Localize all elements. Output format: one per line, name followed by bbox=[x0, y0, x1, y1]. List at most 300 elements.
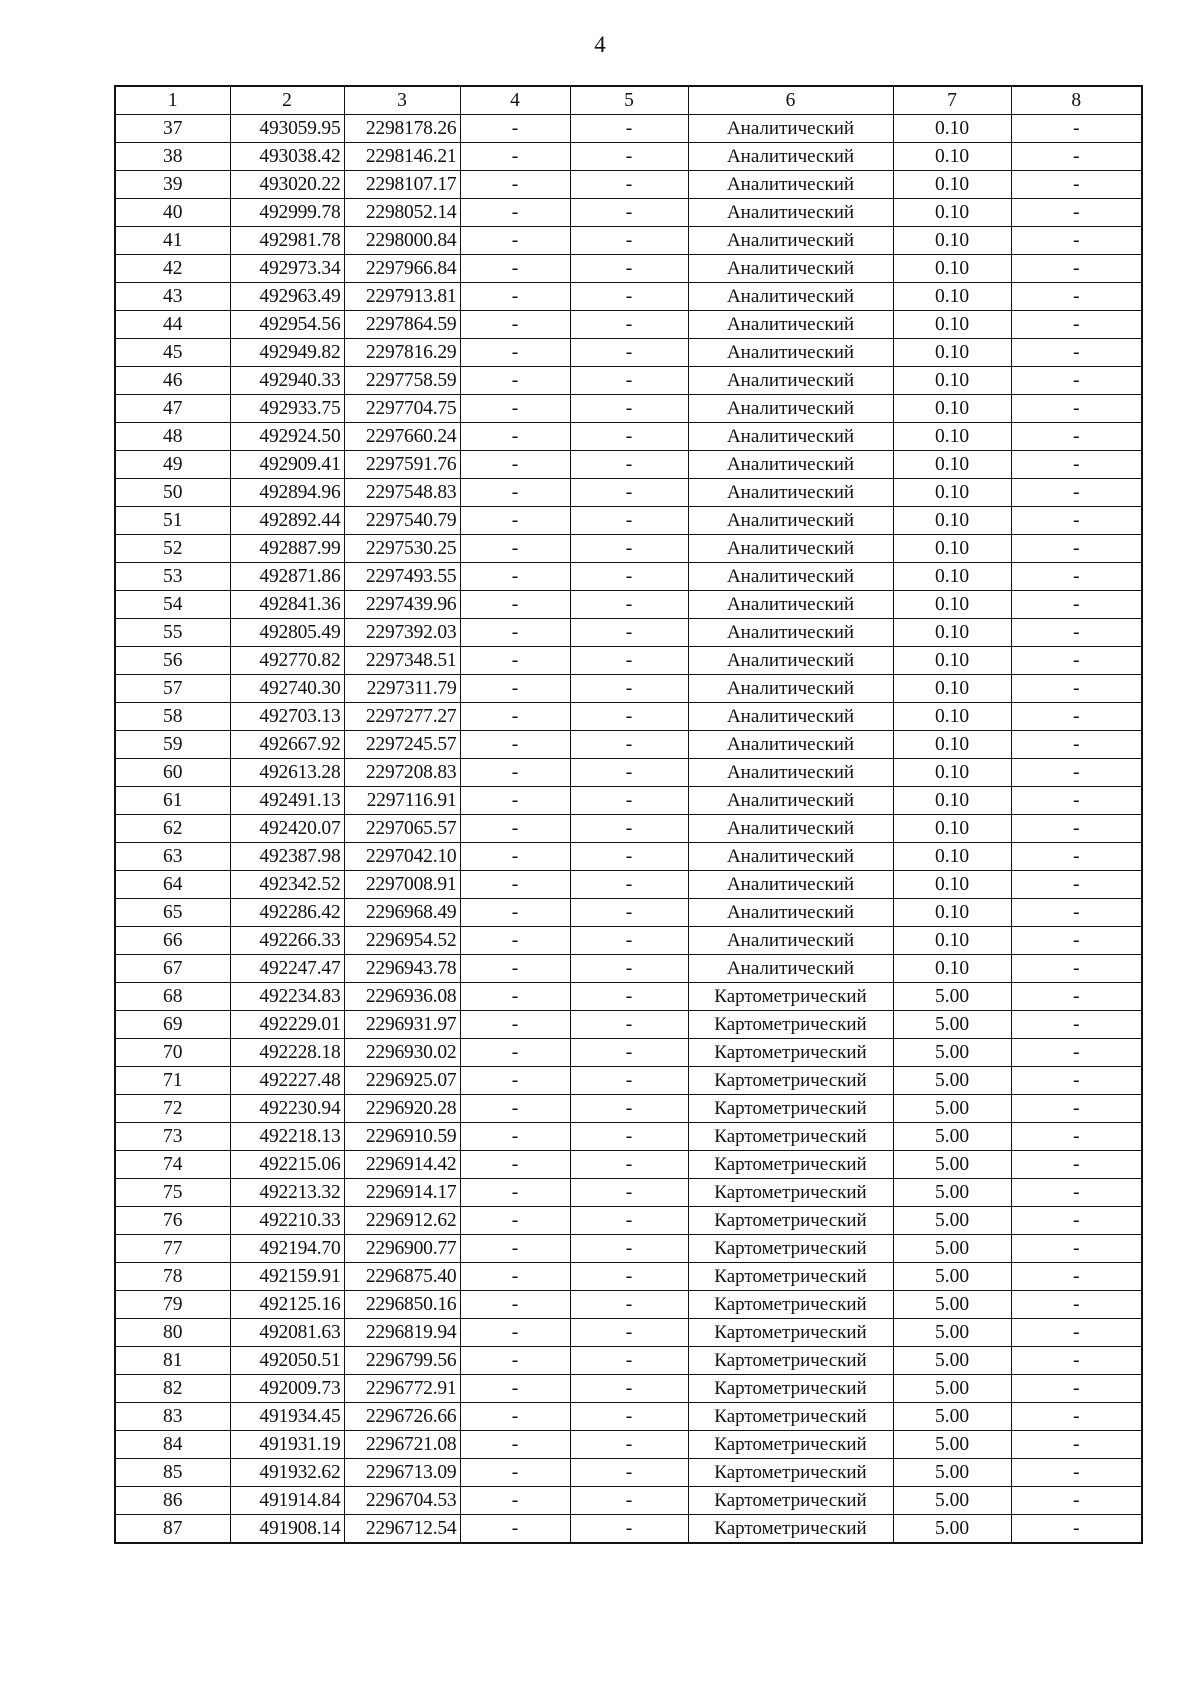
accuracy-cell: 0.10 bbox=[893, 283, 1011, 311]
col5-cell: - bbox=[570, 1487, 688, 1515]
method-cell: Аналитический bbox=[688, 395, 893, 423]
y-coordinate-cell: 2296910.59 bbox=[344, 1123, 460, 1151]
col5-cell: - bbox=[570, 255, 688, 283]
y-coordinate-cell: 2297758.59 bbox=[344, 367, 460, 395]
accuracy-cell: 0.10 bbox=[893, 899, 1011, 927]
x-coordinate-cell: 492949.82 bbox=[230, 339, 344, 367]
col4-cell: - bbox=[460, 731, 570, 759]
method-cell: Аналитический bbox=[688, 311, 893, 339]
point-number-cell: 71 bbox=[115, 1067, 230, 1095]
accuracy-cell: 5.00 bbox=[893, 1235, 1011, 1263]
x-coordinate-cell: 492247.47 bbox=[230, 955, 344, 983]
y-coordinate-cell: 2296704.53 bbox=[344, 1487, 460, 1515]
col4-cell: - bbox=[460, 619, 570, 647]
col5-cell: - bbox=[570, 1291, 688, 1319]
method-cell: Картометрический bbox=[688, 1515, 893, 1544]
table-row bbox=[115, 703, 1142, 731]
x-coordinate-cell: 492894.96 bbox=[230, 479, 344, 507]
accuracy-cell: 5.00 bbox=[893, 983, 1011, 1011]
method-cell: Аналитический bbox=[688, 199, 893, 227]
col5-cell: - bbox=[570, 283, 688, 311]
y-coordinate-cell: 2296726.66 bbox=[344, 1403, 460, 1431]
y-coordinate-cell: 2296920.28 bbox=[344, 1095, 460, 1123]
col4-cell: - bbox=[460, 843, 570, 871]
col4-cell: - bbox=[460, 1403, 570, 1431]
accuracy-cell: 0.10 bbox=[893, 171, 1011, 199]
table-row bbox=[115, 1039, 1142, 1067]
y-coordinate-cell: 2296850.16 bbox=[344, 1291, 460, 1319]
x-coordinate-cell: 491914.84 bbox=[230, 1487, 344, 1515]
col5-cell: - bbox=[570, 955, 688, 983]
col8-cell: - bbox=[1011, 815, 1142, 843]
x-coordinate-cell: 492342.52 bbox=[230, 871, 344, 899]
method-cell: Аналитический bbox=[688, 899, 893, 927]
x-coordinate-cell: 492266.33 bbox=[230, 927, 344, 955]
accuracy-cell: 0.10 bbox=[893, 759, 1011, 787]
col4-cell: - bbox=[460, 1039, 570, 1067]
point-number-cell: 77 bbox=[115, 1235, 230, 1263]
y-coordinate-cell: 2297277.27 bbox=[344, 703, 460, 731]
point-number-cell: 42 bbox=[115, 255, 230, 283]
method-cell: Аналитический bbox=[688, 703, 893, 731]
accuracy-cell: 5.00 bbox=[893, 1347, 1011, 1375]
point-number-cell: 84 bbox=[115, 1431, 230, 1459]
table-row bbox=[115, 1431, 1142, 1459]
table-row bbox=[115, 311, 1142, 339]
method-cell: Аналитический bbox=[688, 955, 893, 983]
method-cell: Картометрический bbox=[688, 1263, 893, 1291]
col4-cell: - bbox=[460, 535, 570, 563]
method-cell: Картометрический bbox=[688, 1123, 893, 1151]
y-coordinate-cell: 2298178.26 bbox=[344, 115, 460, 143]
point-number-cell: 50 bbox=[115, 479, 230, 507]
point-number-cell: 85 bbox=[115, 1459, 230, 1487]
col5-cell: - bbox=[570, 703, 688, 731]
col8-cell: - bbox=[1011, 731, 1142, 759]
col4-cell: - bbox=[460, 255, 570, 283]
col5-cell: - bbox=[570, 983, 688, 1011]
point-number-cell: 76 bbox=[115, 1207, 230, 1235]
x-coordinate-cell: 492973.34 bbox=[230, 255, 344, 283]
x-coordinate-cell: 492933.75 bbox=[230, 395, 344, 423]
x-coordinate-cell: 492887.99 bbox=[230, 535, 344, 563]
y-coordinate-cell: 2297008.91 bbox=[344, 871, 460, 899]
col4-cell: - bbox=[460, 1459, 570, 1487]
col5-cell: - bbox=[570, 1095, 688, 1123]
accuracy-cell: 5.00 bbox=[893, 1011, 1011, 1039]
col4-cell: - bbox=[460, 1515, 570, 1544]
y-coordinate-cell: 2296721.08 bbox=[344, 1431, 460, 1459]
y-coordinate-cell: 2298000.84 bbox=[344, 227, 460, 255]
col4-cell: - bbox=[460, 199, 570, 227]
method-cell: Аналитический bbox=[688, 675, 893, 703]
table-row bbox=[115, 395, 1142, 423]
x-coordinate-cell: 492892.44 bbox=[230, 507, 344, 535]
col5-cell: - bbox=[570, 815, 688, 843]
col8-cell: - bbox=[1011, 1375, 1142, 1403]
method-cell: Аналитический bbox=[688, 255, 893, 283]
y-coordinate-cell: 2296900.77 bbox=[344, 1235, 460, 1263]
table-row bbox=[115, 1403, 1142, 1431]
col8-cell: - bbox=[1011, 563, 1142, 591]
x-coordinate-cell: 492667.92 bbox=[230, 731, 344, 759]
col8-cell: - bbox=[1011, 1403, 1142, 1431]
method-cell: Аналитический bbox=[688, 563, 893, 591]
accuracy-cell: 5.00 bbox=[893, 1487, 1011, 1515]
point-number-cell: 63 bbox=[115, 843, 230, 871]
y-coordinate-cell: 2296914.17 bbox=[344, 1179, 460, 1207]
x-coordinate-cell: 493059.95 bbox=[230, 115, 344, 143]
col8-cell: - bbox=[1011, 591, 1142, 619]
col5-cell: - bbox=[570, 1431, 688, 1459]
x-coordinate-cell: 492230.94 bbox=[230, 1095, 344, 1123]
accuracy-cell: 5.00 bbox=[893, 1039, 1011, 1067]
col4-cell: - bbox=[460, 1487, 570, 1515]
y-coordinate-cell: 2296931.97 bbox=[344, 1011, 460, 1039]
point-number-cell: 52 bbox=[115, 535, 230, 563]
accuracy-cell: 5.00 bbox=[893, 1515, 1011, 1544]
table-row bbox=[115, 955, 1142, 983]
table-row bbox=[115, 423, 1142, 451]
method-cell: Картометрический bbox=[688, 1067, 893, 1095]
col5-cell: - bbox=[570, 479, 688, 507]
method-cell: Аналитический bbox=[688, 451, 893, 479]
method-cell: Картометрический bbox=[688, 1347, 893, 1375]
method-cell: Картометрический bbox=[688, 1039, 893, 1067]
table-row bbox=[115, 1095, 1142, 1123]
point-number-cell: 70 bbox=[115, 1039, 230, 1067]
page-number: 4 bbox=[594, 32, 606, 57]
col8-cell: - bbox=[1011, 1151, 1142, 1179]
col4-cell: - bbox=[460, 143, 570, 171]
col8-cell: - bbox=[1011, 1179, 1142, 1207]
table-row bbox=[115, 1375, 1142, 1403]
col8-cell: - bbox=[1011, 1039, 1142, 1067]
y-coordinate-cell: 2297392.03 bbox=[344, 619, 460, 647]
col4-cell: - bbox=[460, 423, 570, 451]
point-number-cell: 60 bbox=[115, 759, 230, 787]
column-header: 7 bbox=[893, 86, 1011, 115]
col4-cell: - bbox=[460, 1347, 570, 1375]
col8-cell: - bbox=[1011, 1123, 1142, 1151]
y-coordinate-cell: 2296936.08 bbox=[344, 983, 460, 1011]
col8-cell: - bbox=[1011, 395, 1142, 423]
col5-cell: - bbox=[570, 507, 688, 535]
col8-cell: - bbox=[1011, 423, 1142, 451]
accuracy-cell: 5.00 bbox=[893, 1431, 1011, 1459]
accuracy-cell: 5.00 bbox=[893, 1095, 1011, 1123]
method-cell: Аналитический bbox=[688, 787, 893, 815]
accuracy-cell: 5.00 bbox=[893, 1319, 1011, 1347]
y-coordinate-cell: 2296875.40 bbox=[344, 1263, 460, 1291]
point-number-cell: 74 bbox=[115, 1151, 230, 1179]
point-number-cell: 69 bbox=[115, 1011, 230, 1039]
y-coordinate-cell: 2297245.57 bbox=[344, 731, 460, 759]
x-coordinate-cell: 492227.48 bbox=[230, 1067, 344, 1095]
col8-cell: - bbox=[1011, 1347, 1142, 1375]
col4-cell: - bbox=[460, 983, 570, 1011]
col4-cell: - bbox=[460, 759, 570, 787]
col8-cell: - bbox=[1011, 1515, 1142, 1544]
table-row bbox=[115, 1123, 1142, 1151]
col8-cell: - bbox=[1011, 899, 1142, 927]
method-cell: Картометрический bbox=[688, 1291, 893, 1319]
col4-cell: - bbox=[460, 171, 570, 199]
point-number-cell: 64 bbox=[115, 871, 230, 899]
method-cell: Картометрический bbox=[688, 1459, 893, 1487]
point-number-cell: 56 bbox=[115, 647, 230, 675]
col8-cell: - bbox=[1011, 283, 1142, 311]
col5-cell: - bbox=[570, 339, 688, 367]
accuracy-cell: 0.10 bbox=[893, 423, 1011, 451]
col5-cell: - bbox=[570, 1067, 688, 1095]
col5-cell: - bbox=[570, 675, 688, 703]
x-coordinate-cell: 492954.56 bbox=[230, 311, 344, 339]
col4-cell: - bbox=[460, 787, 570, 815]
accuracy-cell: 0.10 bbox=[893, 339, 1011, 367]
x-coordinate-cell: 492740.30 bbox=[230, 675, 344, 703]
col5-cell: - bbox=[570, 1039, 688, 1067]
point-number-cell: 53 bbox=[115, 563, 230, 591]
table-row bbox=[115, 843, 1142, 871]
table-row bbox=[115, 675, 1142, 703]
y-coordinate-cell: 2296943.78 bbox=[344, 955, 460, 983]
accuracy-cell: 0.10 bbox=[893, 255, 1011, 283]
column-header: 5 bbox=[570, 86, 688, 115]
x-coordinate-cell: 492841.36 bbox=[230, 591, 344, 619]
x-coordinate-cell: 492213.32 bbox=[230, 1179, 344, 1207]
y-coordinate-cell: 2297116.91 bbox=[344, 787, 460, 815]
col5-cell: - bbox=[570, 1011, 688, 1039]
table-row bbox=[115, 899, 1142, 927]
method-cell: Аналитический bbox=[688, 507, 893, 535]
col5-cell: - bbox=[570, 1459, 688, 1487]
x-coordinate-cell: 492229.01 bbox=[230, 1011, 344, 1039]
col8-cell: - bbox=[1011, 787, 1142, 815]
accuracy-cell: 0.10 bbox=[893, 815, 1011, 843]
col8-cell: - bbox=[1011, 983, 1142, 1011]
table-row bbox=[115, 591, 1142, 619]
col8-cell: - bbox=[1011, 143, 1142, 171]
col4-cell: - bbox=[460, 1319, 570, 1347]
col8-cell: - bbox=[1011, 507, 1142, 535]
accuracy-cell: 5.00 bbox=[893, 1067, 1011, 1095]
x-coordinate-cell: 492613.28 bbox=[230, 759, 344, 787]
y-coordinate-cell: 2298052.14 bbox=[344, 199, 460, 227]
x-coordinate-cell: 492491.13 bbox=[230, 787, 344, 815]
method-cell: Аналитический bbox=[688, 423, 893, 451]
col5-cell: - bbox=[570, 1403, 688, 1431]
y-coordinate-cell: 2296712.54 bbox=[344, 1515, 460, 1544]
table-row bbox=[115, 815, 1142, 843]
method-cell: Аналитический bbox=[688, 143, 893, 171]
point-number-cell: 38 bbox=[115, 143, 230, 171]
x-coordinate-cell: 492081.63 bbox=[230, 1319, 344, 1347]
col8-cell: - bbox=[1011, 115, 1142, 143]
point-number-cell: 67 bbox=[115, 955, 230, 983]
x-coordinate-cell: 493038.42 bbox=[230, 143, 344, 171]
col8-cell: - bbox=[1011, 1291, 1142, 1319]
accuracy-cell: 5.00 bbox=[893, 1123, 1011, 1151]
point-number-cell: 57 bbox=[115, 675, 230, 703]
method-cell: Картометрический bbox=[688, 1487, 893, 1515]
y-coordinate-cell: 2297913.81 bbox=[344, 283, 460, 311]
y-coordinate-cell: 2296930.02 bbox=[344, 1039, 460, 1067]
method-cell: Картометрический bbox=[688, 1375, 893, 1403]
col5-cell: - bbox=[570, 423, 688, 451]
point-number-cell: 66 bbox=[115, 927, 230, 955]
point-number-cell: 47 bbox=[115, 395, 230, 423]
x-coordinate-cell: 492194.70 bbox=[230, 1235, 344, 1263]
point-number-cell: 46 bbox=[115, 367, 230, 395]
point-number-cell: 82 bbox=[115, 1375, 230, 1403]
table-row bbox=[115, 283, 1142, 311]
accuracy-cell: 5.00 bbox=[893, 1375, 1011, 1403]
point-number-cell: 37 bbox=[115, 115, 230, 143]
col8-cell: - bbox=[1011, 619, 1142, 647]
y-coordinate-cell: 2298146.21 bbox=[344, 143, 460, 171]
point-number-cell: 75 bbox=[115, 1179, 230, 1207]
col4-cell: - bbox=[460, 1123, 570, 1151]
accuracy-cell: 0.10 bbox=[893, 451, 1011, 479]
y-coordinate-cell: 2297530.25 bbox=[344, 535, 460, 563]
col4-cell: - bbox=[460, 899, 570, 927]
x-coordinate-cell: 491932.62 bbox=[230, 1459, 344, 1487]
col5-cell: - bbox=[570, 143, 688, 171]
x-coordinate-cell: 492770.82 bbox=[230, 647, 344, 675]
col4-cell: - bbox=[460, 1067, 570, 1095]
accuracy-cell: 0.10 bbox=[893, 703, 1011, 731]
col5-cell: - bbox=[570, 1347, 688, 1375]
method-cell: Картометрический bbox=[688, 1403, 893, 1431]
col5-cell: - bbox=[570, 927, 688, 955]
col4-cell: - bbox=[460, 927, 570, 955]
accuracy-cell: 0.10 bbox=[893, 591, 1011, 619]
method-cell: Аналитический bbox=[688, 367, 893, 395]
x-coordinate-cell: 492909.41 bbox=[230, 451, 344, 479]
col4-cell: - bbox=[460, 1011, 570, 1039]
col5-cell: - bbox=[570, 227, 688, 255]
accuracy-cell: 0.10 bbox=[893, 955, 1011, 983]
x-coordinate-cell: 492940.33 bbox=[230, 367, 344, 395]
x-coordinate-cell: 492215.06 bbox=[230, 1151, 344, 1179]
accuracy-cell: 0.10 bbox=[893, 675, 1011, 703]
col5-cell: - bbox=[570, 1319, 688, 1347]
point-number-cell: 62 bbox=[115, 815, 230, 843]
col8-cell: - bbox=[1011, 255, 1142, 283]
col4-cell: - bbox=[460, 283, 570, 311]
accuracy-cell: 0.10 bbox=[893, 311, 1011, 339]
method-cell: Аналитический bbox=[688, 591, 893, 619]
point-number-cell: 58 bbox=[115, 703, 230, 731]
point-number-cell: 79 bbox=[115, 1291, 230, 1319]
y-coordinate-cell: 2296914.42 bbox=[344, 1151, 460, 1179]
col5-cell: - bbox=[570, 619, 688, 647]
y-coordinate-cell: 2296799.56 bbox=[344, 1347, 460, 1375]
method-cell: Картометрический bbox=[688, 983, 893, 1011]
column-header: 8 bbox=[1011, 86, 1142, 115]
accuracy-cell: 0.10 bbox=[893, 619, 1011, 647]
table-row bbox=[115, 507, 1142, 535]
table-row bbox=[115, 1011, 1142, 1039]
y-coordinate-cell: 2296925.07 bbox=[344, 1067, 460, 1095]
table-row bbox=[115, 1487, 1142, 1515]
col5-cell: - bbox=[570, 731, 688, 759]
col8-cell: - bbox=[1011, 703, 1142, 731]
col8-cell: - bbox=[1011, 1319, 1142, 1347]
table-row bbox=[115, 1291, 1142, 1319]
table-row bbox=[115, 115, 1142, 143]
y-coordinate-cell: 2297704.75 bbox=[344, 395, 460, 423]
y-coordinate-cell: 2297042.10 bbox=[344, 843, 460, 871]
point-number-cell: 48 bbox=[115, 423, 230, 451]
col4-cell: - bbox=[460, 1263, 570, 1291]
table-row bbox=[115, 1319, 1142, 1347]
method-cell: Аналитический bbox=[688, 479, 893, 507]
method-cell: Аналитический bbox=[688, 227, 893, 255]
col8-cell: - bbox=[1011, 535, 1142, 563]
table-row bbox=[115, 1067, 1142, 1095]
x-coordinate-cell: 492210.33 bbox=[230, 1207, 344, 1235]
col4-cell: - bbox=[460, 115, 570, 143]
table-row bbox=[115, 171, 1142, 199]
col8-cell: - bbox=[1011, 171, 1142, 199]
col5-cell: - bbox=[570, 171, 688, 199]
col4-cell: - bbox=[460, 1151, 570, 1179]
method-cell: Картометрический bbox=[688, 1319, 893, 1347]
col4-cell: - bbox=[460, 815, 570, 843]
point-number-cell: 83 bbox=[115, 1403, 230, 1431]
point-number-cell: 59 bbox=[115, 731, 230, 759]
col4-cell: - bbox=[460, 479, 570, 507]
point-number-cell: 44 bbox=[115, 311, 230, 339]
col5-cell: - bbox=[570, 1515, 688, 1544]
table-row bbox=[115, 1151, 1142, 1179]
x-coordinate-cell: 492218.13 bbox=[230, 1123, 344, 1151]
col5-cell: - bbox=[570, 1123, 688, 1151]
point-number-cell: 87 bbox=[115, 1515, 230, 1544]
col4-cell: - bbox=[460, 451, 570, 479]
point-number-cell: 86 bbox=[115, 1487, 230, 1515]
col8-cell: - bbox=[1011, 927, 1142, 955]
col8-cell: - bbox=[1011, 1207, 1142, 1235]
y-coordinate-cell: 2297660.24 bbox=[344, 423, 460, 451]
x-coordinate-cell: 492228.18 bbox=[230, 1039, 344, 1067]
col8-cell: - bbox=[1011, 1067, 1142, 1095]
method-cell: Аналитический bbox=[688, 927, 893, 955]
col5-cell: - bbox=[570, 395, 688, 423]
accuracy-cell: 5.00 bbox=[893, 1403, 1011, 1431]
method-cell: Аналитический bbox=[688, 759, 893, 787]
point-number-cell: 45 bbox=[115, 339, 230, 367]
method-cell: Картометрический bbox=[688, 1095, 893, 1123]
table-row bbox=[115, 1515, 1142, 1544]
y-coordinate-cell: 2297816.29 bbox=[344, 339, 460, 367]
x-coordinate-cell: 491931.19 bbox=[230, 1431, 344, 1459]
method-cell: Аналитический bbox=[688, 171, 893, 199]
y-coordinate-cell: 2297065.57 bbox=[344, 815, 460, 843]
table-row bbox=[115, 759, 1142, 787]
col8-cell: - bbox=[1011, 311, 1142, 339]
table-row bbox=[115, 1459, 1142, 1487]
x-coordinate-cell: 492125.16 bbox=[230, 1291, 344, 1319]
x-coordinate-cell: 492009.73 bbox=[230, 1375, 344, 1403]
point-number-cell: 54 bbox=[115, 591, 230, 619]
x-coordinate-cell: 492924.50 bbox=[230, 423, 344, 451]
method-cell: Аналитический bbox=[688, 731, 893, 759]
table-row bbox=[115, 1347, 1142, 1375]
col5-cell: - bbox=[570, 1235, 688, 1263]
